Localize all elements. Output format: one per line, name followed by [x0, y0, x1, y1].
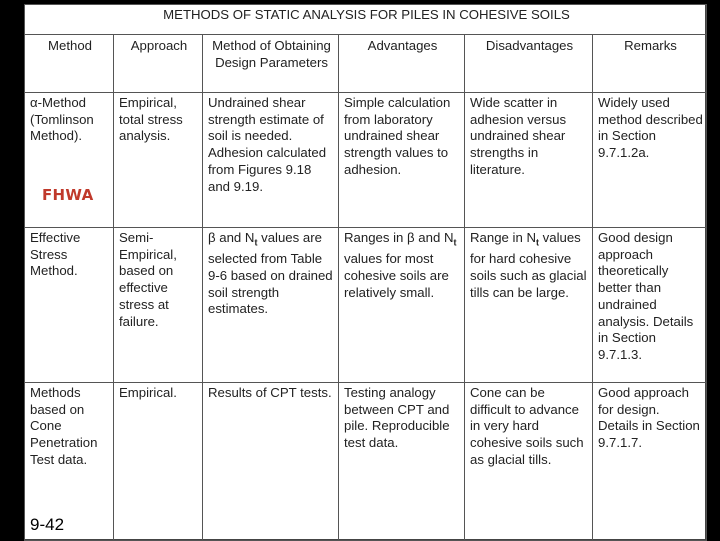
cell-method: Methods based on Cone Penetration Test data. — [25, 383, 114, 541]
cell-method — [25, 93, 114, 228]
cell-advantages — [339, 228, 465, 383]
method-text: α-Method (Tomlinson Method). — [30, 95, 94, 144]
cell-remarks: Good approach for design. Details in Section 9.7.1.7. — [593, 383, 707, 541]
subscript-t: t — [453, 237, 457, 248]
page-number: 9-42 — [30, 515, 65, 534]
header-row — [25, 35, 707, 93]
table-title: METHODS OF STATIC ANALYSIS FOR PILES IN COHESIVE SOILS — [25, 5, 707, 35]
subscript-t: t — [254, 237, 258, 248]
methods-table — [24, 4, 707, 541]
advantages-text-a: Ranges in β and N — [344, 230, 454, 245]
cell-approach: Empirical, total stress analysis. — [114, 93, 203, 228]
advantages-text-b: values for most cohesive soils are relatively small. — [344, 251, 449, 300]
parameters-text-b: values are selected from Table 9-6 based on drained soil strength estimates. — [208, 230, 333, 317]
column-header-disadvantages: Disadvantages — [465, 35, 593, 93]
column-header-approach: Approach — [114, 35, 203, 93]
column-header-parameters: Method of Obtaining Design Parameters — [203, 35, 339, 93]
subscript-t: t — [535, 237, 539, 248]
table-row — [25, 383, 707, 541]
cell-approach: Semi-Empirical, based on effective stress at failure. — [114, 228, 203, 383]
cell-disadvantages: Wide scatter in adhesion versus undrained shear strengths in literature. — [465, 93, 593, 228]
column-header-method: Method — [25, 35, 114, 93]
column-header-advantages: Advantages — [339, 35, 465, 93]
cell-approach: Empirical. — [114, 383, 203, 541]
disadvantages-text-a: Range in N — [470, 230, 536, 245]
cell-advantages: Testing analogy between CPT and pile. Reproducible test data. — [339, 383, 465, 541]
table-row — [25, 228, 707, 383]
disadvantages-text-b: values for hard cohesive soils such as glacial tills can be large. — [470, 230, 587, 300]
cell-remarks: Widely used method described in Section 9.7.1.2a. — [593, 93, 707, 228]
cell-disadvantages — [465, 228, 593, 383]
cell-remarks: Good design approach theoretically better than undrained analysis. Details in Section 9.7.1.3. — [593, 228, 707, 383]
cell-parameters: Undrained shear strength estimate of soil is needed. Adhesion calculated from Figures 9.18 and 9.19. — [203, 93, 339, 228]
fhwa-logo: FHWA — [42, 186, 94, 204]
cell-parameters — [203, 228, 339, 383]
column-header-remarks: Remarks — [593, 35, 707, 93]
cell-method: Effective Stress Method. — [25, 228, 114, 383]
parameters-text-a: β and N — [208, 230, 255, 245]
cell-disadvantages: Cone can be difficult to advance in very hard cohesive soils such as glacial tills. — [465, 383, 593, 541]
cell-advantages: Simple calculation from laboratory undrained shear strength values to adhesion. — [339, 93, 465, 228]
cell-parameters: Results of CPT tests. — [203, 383, 339, 541]
table-row — [25, 93, 707, 228]
